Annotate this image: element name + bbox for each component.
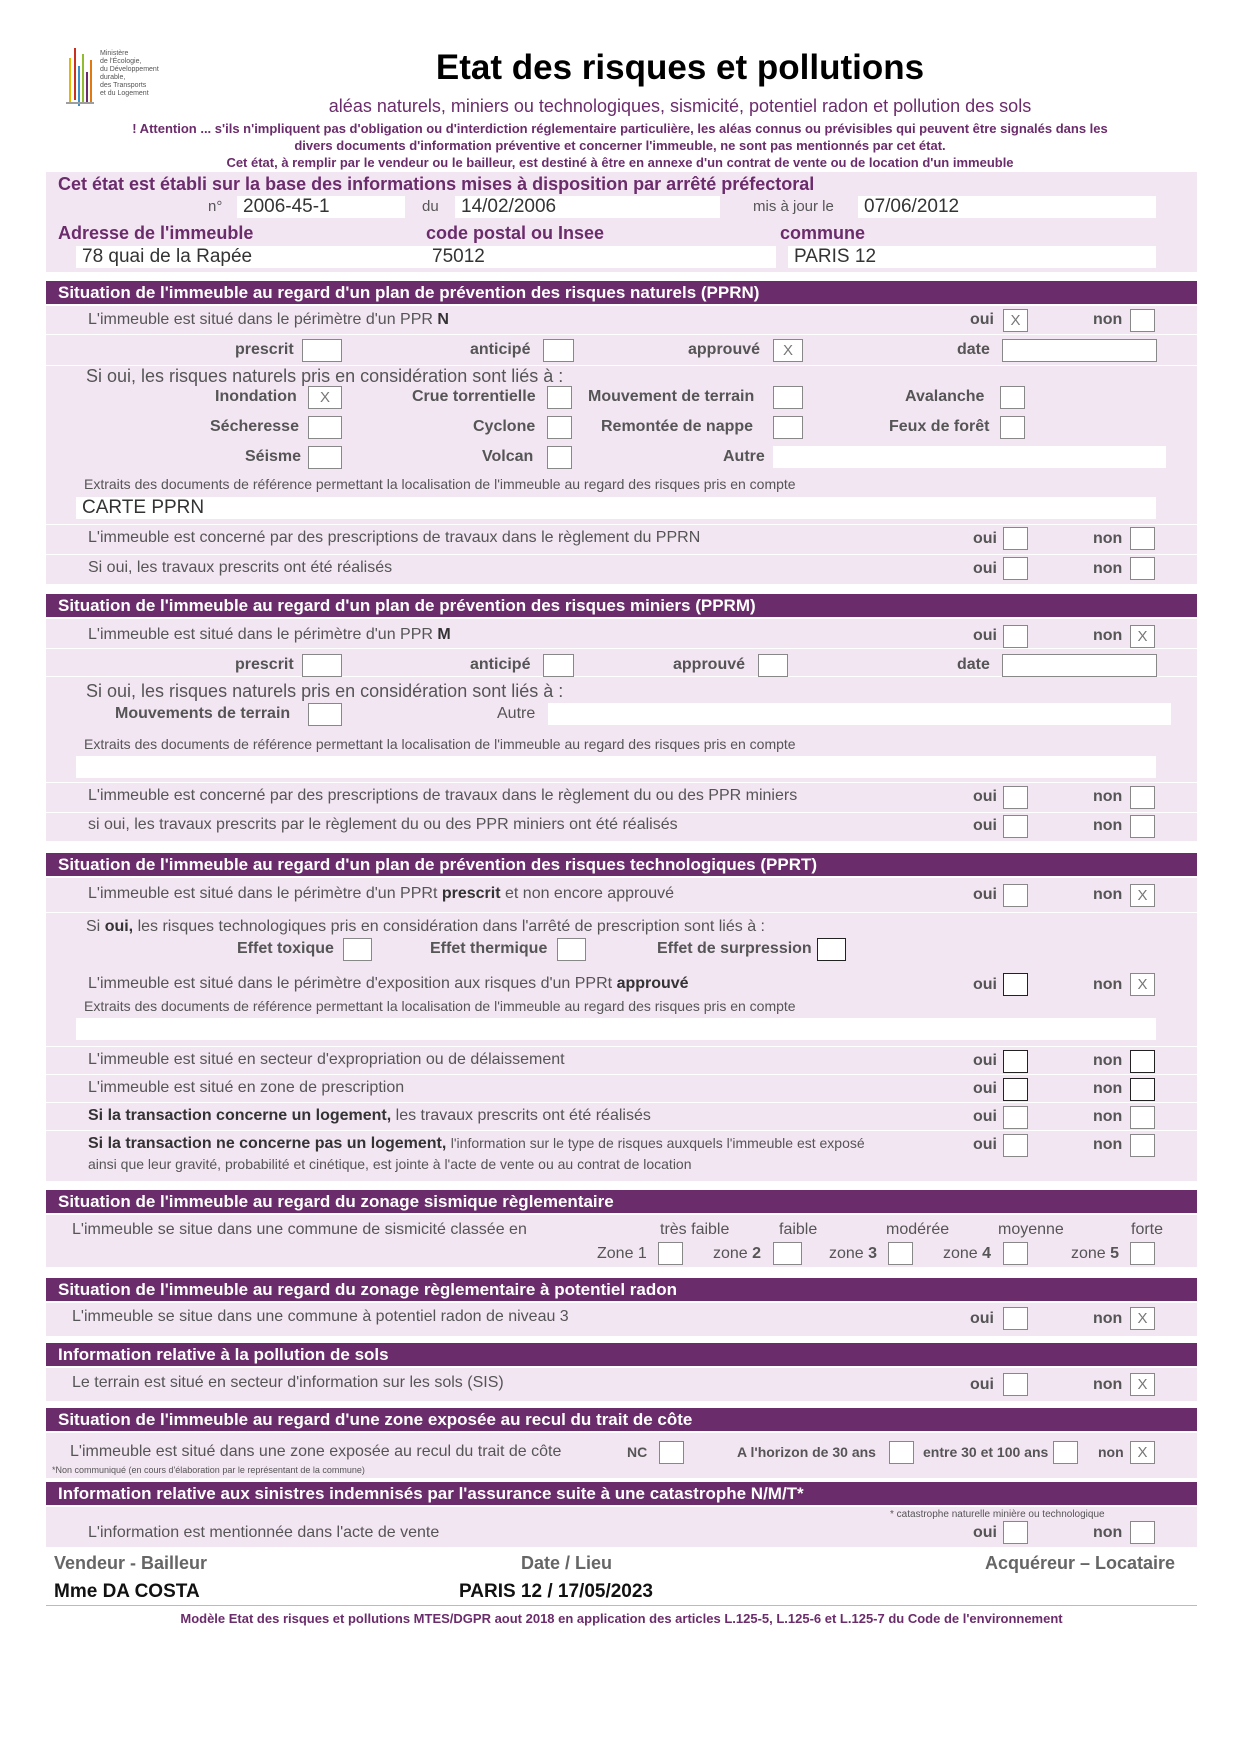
non-label: non (1093, 627, 1123, 644)
remontee-checkbox[interactable] (773, 416, 803, 439)
zone-4-checkbox[interactable] (1003, 1242, 1028, 1265)
commune-field[interactable]: PARIS 12 (788, 246, 1156, 268)
footer-text: Modèle Etat des risques et pollutions MTES/DGPR aout 2018 en application des articles L.125-5, L.125-6 et L.125-7 du Code de l'environnement (180, 1611, 1063, 1626)
du-label: du (422, 198, 439, 215)
pprm-q1-non-checkbox[interactable]: X (1130, 625, 1155, 648)
pprt-q6-non-checkbox[interactable] (1130, 1134, 1155, 1157)
sols-non-checkbox[interactable]: X (1130, 1373, 1155, 1396)
non-label: non (1093, 1136, 1123, 1153)
maj-label: mis à jour le (753, 198, 834, 215)
pprt-si-oui: Si oui, les risques technologiques pris en considération dans l'arrêté de prescription sont liés à : (86, 918, 765, 935)
pprn-anticipe-checkbox[interactable] (543, 339, 574, 362)
sols-section-header: Information relative à la pollution de sols (46, 1343, 1197, 1366)
pprn-q2-non-checkbox[interactable] (1130, 527, 1155, 550)
date-label: date (957, 341, 990, 358)
pprn-autre-field[interactable] (773, 446, 1166, 468)
mouvement-checkbox[interactable] (773, 386, 803, 409)
sismique-level: très faible (660, 1221, 730, 1238)
pprm-anticipe-checkbox[interactable] (543, 654, 574, 677)
secheresse-label: Sécheresse (210, 418, 299, 435)
approuve-label: approuvé (673, 656, 746, 673)
oui-label: oui (973, 560, 997, 577)
pprn-prescrit-checkbox[interactable] (302, 339, 342, 362)
footer-divider (46, 1605, 1197, 1606)
non-label: non (1093, 788, 1123, 805)
oui-label: oui (973, 1052, 997, 1069)
pprt-q1-non-checkbox[interactable]: X (1130, 884, 1155, 907)
remontee-label: Remontée de nappe (601, 418, 754, 435)
attention-line: ! Attention ... s'ils n'impliquent pas d'obligation ou d'interdiction réglementaire particulière, les aléas connus ou prévisibles qui peuvent être signalés dans les (132, 121, 1108, 136)
nc-label: NC (627, 1444, 648, 1460)
pprn-date-field[interactable] (1002, 339, 1157, 362)
crue-checkbox[interactable] (547, 386, 572, 409)
pprm-si-oui: Si oui, les risques naturels pris en considération sont liés à : (86, 681, 564, 701)
effet-thermique-label: Effet thermique (430, 940, 548, 957)
attention-line: divers documents d'information préventive et concerner l'immeuble, ne sont pas mentionnés par cet état. (294, 138, 946, 153)
arrete-date-field[interactable]: 14/02/2006 (455, 196, 720, 218)
arrete-heading: Cet état est établi sur la base des informations mises à disposition par arrêté préfectoral (58, 174, 815, 194)
logo-line: des Transports (100, 82, 147, 89)
oui-label: oui (973, 530, 997, 547)
pprt-q2-oui-checkbox[interactable] (1003, 973, 1028, 996)
inondation-checkbox[interactable]: X (308, 386, 342, 409)
pprn-extraits: Extraits des documents de référence permettant la localisation de l'immeuble au regard des risques pris en compte (84, 476, 796, 492)
oui-label: oui (973, 1136, 997, 1153)
pprn-q2-oui-checkbox[interactable] (1003, 527, 1028, 550)
h100-checkbox[interactable] (1053, 1441, 1078, 1464)
pprt-q1-oui-checkbox[interactable] (1003, 884, 1028, 907)
pprm-q3-non-checkbox[interactable] (1130, 815, 1155, 838)
pprn-q1: L'immeuble est situé dans le périmètre d'un PPR N (88, 311, 449, 328)
pprn-approuve-checkbox[interactable]: X (773, 339, 803, 362)
pprm-autre-label: Autre (497, 705, 536, 722)
pprt-q2: L'immeuble est situé dans le périmètre d'exposition aux risques d'un PPRt approuvé (88, 975, 689, 992)
non-label: non (1093, 976, 1123, 993)
date-lieu-label: Date / Lieu (521, 1553, 613, 1573)
pprm-date-field[interactable] (1002, 654, 1157, 677)
anticipe-label: anticipé (470, 341, 531, 358)
pprt-extraits: Extraits des documents de référence permettant la localisation de l'immeuble au regard des risques pris en compte (84, 998, 796, 1014)
arrete-number-field[interactable]: 2006-45-1 (237, 196, 405, 218)
pprm-q3-oui-checkbox[interactable] (1003, 815, 1028, 838)
pprt-section-header: Situation de l'immeuble au regard d'un plan de prévention des risques technologiques (PPRT) (46, 853, 1197, 876)
pprn-extraits-field[interactable]: CARTE PPRN (76, 497, 1156, 519)
pprm-q2-oui-checkbox[interactable] (1003, 786, 1028, 809)
mouvements-label: Mouvements de terrain (115, 705, 291, 722)
pprt-q1: L'immeuble est situé dans le périmètre d'un PPRt prescrit et non encore approuvé (88, 885, 675, 902)
nc-checkbox[interactable] (659, 1441, 684, 1464)
pprt-q5-non-checkbox[interactable] (1130, 1106, 1155, 1129)
pprt-q5-oui-checkbox[interactable] (1003, 1106, 1028, 1129)
pprt-q4-non-checkbox[interactable] (1130, 1078, 1155, 1101)
oui-label: oui (973, 1108, 997, 1125)
cyclone-label: Cyclone (473, 418, 536, 435)
h100-label: entre 30 et 100 ans (923, 1444, 1049, 1460)
logo-line: Ministère (100, 50, 129, 57)
sismique-level: faible (779, 1221, 818, 1238)
date-lieu-value[interactable]: PARIS 12 / 17/05/2023 (459, 1581, 653, 1602)
pprm-q2: L'immeuble est concerné par des prescriptions de travaux dans le règlement du ou des PPR miniers (88, 787, 798, 804)
prescrit-label: prescrit (235, 341, 294, 358)
radon-non-checkbox[interactable]: X (1130, 1307, 1155, 1330)
non-label: non (1093, 1108, 1123, 1125)
effet-thermique-checkbox[interactable] (557, 938, 586, 961)
radon-section-header: Situation de l'immeuble au regard du zonage règlementaire à potentiel radon (46, 1278, 1197, 1301)
sinistres-section-header: Information relative aux sinistres indemnisés par l'assurance suite à une catastrophe N/M/T* (46, 1482, 1197, 1505)
seisme-checkbox[interactable] (308, 446, 342, 469)
cote-q: L'immeuble est situé dans une zone exposée au recul du trait de côte (70, 1443, 562, 1460)
avalanche-checkbox[interactable] (1000, 386, 1025, 409)
non-label: non (1093, 817, 1123, 834)
vendeur-label: Vendeur - Bailleur (54, 1553, 208, 1573)
zone-1-checkbox[interactable] (658, 1242, 683, 1265)
mouvement-label: Mouvement de terrain (588, 388, 755, 405)
ministry-logo-mark-icon (66, 46, 96, 108)
non-label: non (1093, 1524, 1123, 1541)
feux-label: Feux de forêt (889, 418, 990, 435)
pprt-extraits-field[interactable] (76, 1018, 1156, 1040)
cote-non-label: non (1098, 1444, 1124, 1460)
maj-date-field[interactable]: 07/06/2012 (858, 196, 1156, 218)
pprt-q3-oui-checkbox[interactable] (1003, 1050, 1028, 1073)
logo-line: de l'Écologie, (100, 58, 142, 65)
acquereur-label: Acquéreur – Locataire (985, 1553, 1176, 1573)
pprt-q2-non-checkbox[interactable]: X (1130, 973, 1155, 996)
sismique-level: forte (1131, 1221, 1164, 1238)
zone-3-checkbox[interactable] (888, 1242, 913, 1265)
pprt-q3: L'immeuble est situé en secteur d'expropriation ou de délaissement (88, 1051, 565, 1068)
cote-note: *Non communiqué (en cours d'élaboration par le représentant de la commune) (52, 1465, 365, 1475)
feux-checkbox[interactable] (1000, 416, 1025, 439)
non-label: non (1093, 1376, 1123, 1393)
cp-label: code postal ou Insee (426, 223, 605, 243)
pprn-q1-oui-checkbox[interactable]: X (1003, 309, 1028, 332)
oui-label: oui (973, 627, 997, 644)
avalanche-label: Avalanche (905, 388, 985, 405)
pprt-q3-non-checkbox[interactable] (1130, 1050, 1155, 1073)
pprm-mouvements-checkbox[interactable] (308, 703, 342, 726)
pprm-approuve-checkbox[interactable] (758, 654, 788, 677)
zone-label: zone 3 (829, 1245, 878, 1262)
ministry-logo (66, 46, 166, 108)
seisme-label: Séisme (245, 448, 302, 465)
cyclone-checkbox[interactable] (547, 416, 572, 439)
h30-checkbox[interactable] (889, 1441, 914, 1464)
pprn-si-oui: Si oui, les risques naturels pris en considération sont liés à : (86, 366, 564, 386)
oui-label: oui (970, 311, 994, 328)
sinistres-note: * catastrophe naturelle minière ou technologique (890, 1509, 1105, 1520)
oui-label: oui (973, 788, 997, 805)
volcan-checkbox[interactable] (547, 446, 572, 469)
sols-q: Le terrain est situé en secteur d'information sur les sols (SIS) (72, 1374, 504, 1391)
sols-oui-checkbox[interactable] (1003, 1373, 1028, 1396)
pprn-q3-non-checkbox[interactable] (1130, 557, 1155, 580)
pprt-q4-oui-checkbox[interactable] (1003, 1078, 1028, 1101)
pprm-q3: si oui, les travaux prescrits par le règlement du ou des PPR miniers ont été réalisés (88, 816, 678, 833)
crue-label: Crue torrentielle (412, 388, 536, 405)
effet-surpression-checkbox[interactable] (817, 938, 846, 961)
secheresse-checkbox[interactable] (308, 416, 342, 439)
sinistres-oui-checkbox[interactable] (1003, 1521, 1028, 1544)
cote-non-checkbox[interactable]: X (1130, 1441, 1155, 1464)
effet-toxique-checkbox[interactable] (343, 938, 372, 961)
non-label: non (1093, 1052, 1123, 1069)
oui-label: oui (973, 817, 997, 834)
oui-label: oui (970, 1376, 994, 1393)
effet-surpression-label: Effet de surpression (657, 940, 812, 957)
logo-line: durable, (100, 74, 126, 81)
non-label: non (1093, 1310, 1123, 1327)
pprm-q2-non-checkbox[interactable] (1130, 786, 1155, 809)
logo-line: du Développement (100, 66, 159, 73)
pprm-q1: L'immeuble est situé dans le périmètre d'un PPR M (88, 626, 451, 643)
n-label: n° (208, 198, 223, 215)
pprt-q6-oui-checkbox[interactable] (1003, 1134, 1028, 1157)
logo-line: et du Logement (100, 90, 149, 97)
oui-label: oui (973, 976, 997, 993)
sismique-level: modérée (886, 1221, 950, 1238)
pprn-section-header: Situation de l'immeuble au regard d'un plan de prévention des risques naturels (PPRN) (46, 281, 1197, 304)
oui-label: oui (973, 1524, 997, 1541)
page-subtitle: aléas naturels, miniers ou technologiques, sismicité, potentiel radon et pollution des sols (328, 96, 1032, 116)
oui-label: oui (970, 1310, 994, 1327)
oui-label: oui (973, 886, 997, 903)
pprm-q1-oui-checkbox[interactable] (1003, 625, 1028, 648)
zone-label: zone 5 (1071, 1245, 1120, 1262)
volcan-label: Volcan (482, 448, 534, 465)
pprm-extraits: Extraits des documents de référence permettant la localisation de l'immeuble au regard des risques pris en compte (84, 736, 796, 752)
pprn-q3: Si oui, les travaux prescrits ont été réalisés (88, 559, 393, 576)
pprt-q4: L'immeuble est situé en zone de prescription (88, 1079, 405, 1096)
zone-2-checkbox[interactable] (773, 1242, 802, 1265)
pprn-q3-oui-checkbox[interactable] (1003, 557, 1028, 580)
zone-label: zone 2 (713, 1245, 762, 1262)
anticipe-label: anticipé (470, 656, 531, 673)
zone-label: zone 4 (943, 1245, 992, 1262)
attention-line: Cet état, à remplir par le vendeur ou le bailleur, est destiné à être en annexe d'un contrat de vente ou de location d'un immeuble (226, 155, 1014, 170)
zone-5-checkbox[interactable] (1130, 1242, 1155, 1265)
address-field[interactable]: 78 quai de la Rapée (76, 246, 426, 268)
non-label: non (1093, 1080, 1123, 1097)
non-label: non (1093, 560, 1123, 577)
non-label: non (1093, 886, 1123, 903)
effet-toxique-label: Effet toxique (237, 940, 334, 957)
pprt-q6-continued: ainsi que leur gravité, probabilité et cinétique, est jointe à l'acte de vente ou au contrat de location (88, 1156, 692, 1172)
pprt-q6: Si la transaction ne concerne pas un logement, l'information sur le type de risques auxquels l'immeuble est exposé (88, 1135, 865, 1152)
radon-q: L'immeuble se situe dans une commune à potentiel radon de niveau 3 (72, 1308, 569, 1325)
page-title: Etat des risques et pollutions (435, 48, 925, 87)
non-label: non (1093, 311, 1123, 328)
cote-section-header: Situation de l'immeuble au regard d'une zone exposée au recul du trait de côte (46, 1408, 1197, 1431)
h30-label: A l'horizon de 30 ans (737, 1444, 876, 1460)
non-label: non (1093, 530, 1123, 547)
commune-label: commune (780, 223, 866, 243)
pprm-extraits-field[interactable] (76, 756, 1156, 778)
address-label: Adresse de l'immeuble (58, 223, 254, 243)
pprt-q5: Si la transaction concerne un logement, les travaux prescrits ont été réalisés (88, 1107, 651, 1124)
postal-code-field[interactable]: 75012 (426, 246, 776, 268)
pprm-prescrit-checkbox[interactable] (302, 654, 342, 677)
sismique-q: L'immeuble se situe dans une commune de sismicité classée en (72, 1221, 527, 1238)
sismique-section-header: Situation de l'immeuble au regard du zonage sismique règlementaire (46, 1190, 1197, 1213)
date-label: date (957, 656, 990, 673)
pprn-q2: L'immeuble est concerné par des prescriptions de travaux dans le règlement du PPRN (88, 529, 701, 546)
radon-oui-checkbox[interactable] (1003, 1307, 1028, 1330)
sinistres-non-checkbox[interactable] (1130, 1521, 1155, 1544)
oui-label: oui (973, 1080, 997, 1097)
sinistres-q: L'information est mentionnée dans l'acte de vente (88, 1524, 440, 1541)
approuve-label: approuvé (688, 341, 761, 358)
pprm-section-header: Situation de l'immeuble au regard d'un plan de prévention des risques miniers (PPRM) (46, 594, 1197, 617)
inondation-label: Inondation (215, 388, 297, 405)
sismique-level: moyenne (998, 1221, 1064, 1238)
zone-label: Zone 1 (597, 1245, 647, 1262)
vendeur-name[interactable]: Mme DA COSTA (54, 1581, 200, 1602)
prescrit-label: prescrit (235, 656, 294, 673)
pprm-autre-field[interactable] (548, 703, 1171, 725)
pprn-q1-non-checkbox[interactable] (1130, 309, 1155, 332)
autre-label: Autre (723, 448, 765, 465)
